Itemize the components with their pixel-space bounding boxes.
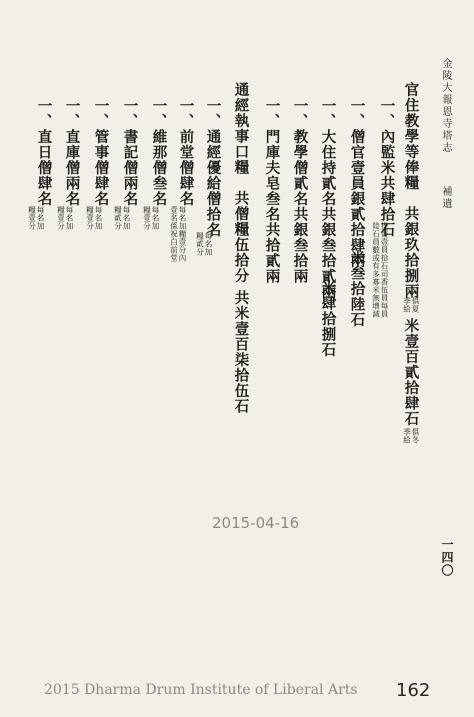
column-2-text: 一、內監米共肆拾石 (378, 98, 396, 238)
column-3-text: 一、僧官壹員銀貳拾肆兩 (348, 98, 366, 269)
column-13-text: 一、直庫僧兩名 (63, 98, 81, 207)
column-5-text: 一、教學僧貳名共銀叁拾兩 (291, 98, 309, 284)
note-line: 俱冬 (411, 428, 420, 444)
column-8-text: 一、通經優給僧拾名 (204, 98, 222, 238)
column-14-note (28, 206, 44, 230)
note-line: 每名加 (151, 206, 160, 230)
note-line: 提督壹員拾石司香伍員每員 (380, 222, 389, 318)
note-line: 每名加糧壹分內 (178, 206, 187, 262)
column-9-note (170, 206, 186, 262)
footer-watermark: 2015 Dharma Drum Institute of Liberal Arts (44, 682, 358, 698)
column-4-text: 一、大住持貳名共銀叁拾貳兩 (319, 98, 337, 300)
book-title: 金陵大報恩寺塔志 (440, 58, 451, 154)
column-7-rice: 共米壹百柒拾伍石 (232, 290, 250, 414)
column-2-note (372, 222, 388, 318)
note-line: 糧貳分 (113, 206, 123, 230)
date-stamp: 2015-04-16 (212, 514, 300, 532)
note-line: 糧貳分 (195, 232, 205, 256)
note-line: 糧壹分 (56, 206, 66, 230)
column-1-text: 官住教學等俸糧 共銀玖拾捌兩 (402, 82, 420, 299)
column-14-text: 一、直日僧肆名 (35, 98, 53, 207)
note-line: 俱夏 (411, 297, 420, 313)
note-line: 陸石員數或有多寡米無增減 (371, 222, 381, 318)
note-line: 每名加 (122, 206, 131, 230)
column-3-rice: 米叁拾陸石 (348, 250, 366, 328)
note-line: 每名加 (94, 206, 103, 230)
column-6-text: 一、門庫夫皂叁名共拾貳兩 (263, 98, 281, 284)
column-12-text: 一、管事僧肆名 (92, 98, 110, 207)
page-number-chinese: 一四〇 (440, 538, 454, 577)
note-line: 每名加 (65, 206, 74, 230)
column-12-note (86, 206, 102, 230)
column-11-text: 一、書記僧兩名 (121, 98, 139, 207)
note-line: 糧壹分 (142, 206, 152, 230)
note-line: 季給 (402, 297, 412, 313)
column-13-note (57, 206, 73, 230)
note-line: 季給 (402, 428, 412, 444)
column-10-text: 一、維那僧叁名 (150, 98, 168, 207)
column-9-text: 一、前堂僧肆名 (177, 98, 195, 207)
column-7-text: 通經執事口糧 共僧糧伍拾分 (232, 82, 250, 284)
section-label: 補遺 (440, 186, 451, 210)
note-line: 糧壹分 (27, 206, 37, 230)
column-1-rice: 米壹百貳拾肆石 (402, 318, 420, 427)
column-1-note-b (403, 428, 419, 444)
note-line: 壹名係祝白前堂 (169, 206, 179, 262)
column-10-note (143, 206, 159, 230)
note-line: 糧壹分 (85, 206, 95, 230)
column-8-note (196, 232, 212, 256)
column-11-note (114, 206, 130, 230)
column-4-rice: 米肆拾捌石 (319, 280, 337, 358)
note-line: 每名加 (204, 232, 213, 256)
scan-page-number: 162 (396, 680, 431, 701)
column-1-note-a (403, 297, 419, 313)
note-line: 每名加 (36, 206, 45, 230)
